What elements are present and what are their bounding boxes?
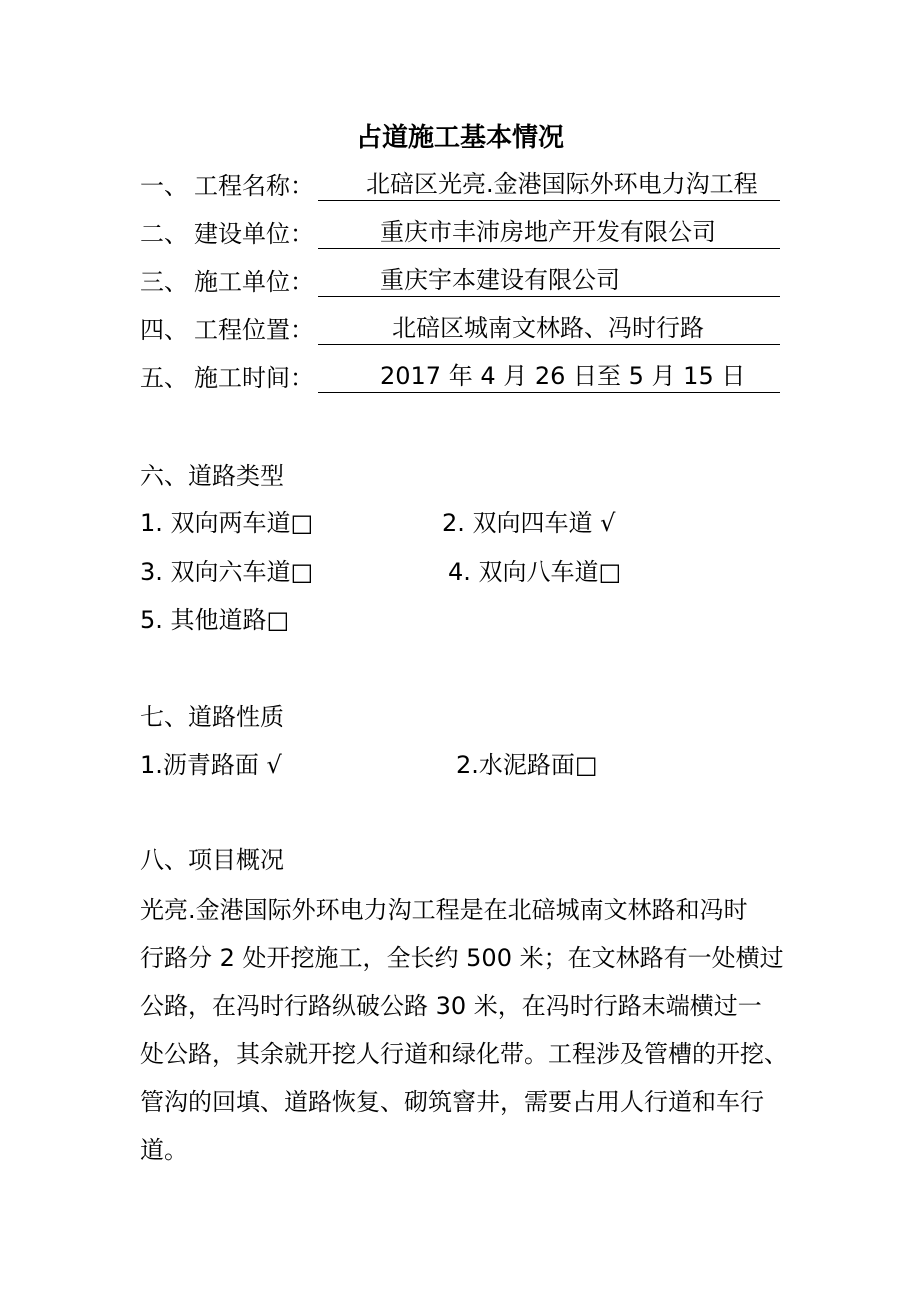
info-label: 建设单位： [194, 220, 314, 248]
paragraph-line: 道。 [140, 1136, 188, 1164]
road-type-option: 5. 其他道路□ [140, 606, 290, 634]
info-row-schedule [0, 358, 920, 398]
section-heading-road-nature: 七、道路性质 [140, 703, 284, 731]
info-label: 施工时间： [194, 364, 314, 392]
info-number: 五、 [140, 364, 188, 392]
section-heading-overview: 八、项目概况 [140, 846, 284, 874]
info-value-field [318, 166, 780, 201]
info-value-text: 重庆市丰沛房地产开发有限公司 [380, 218, 716, 246]
paragraph-line: 处公路，其余就开挖人行道和绿化带。工程涉及管槽的开挖、 [140, 1040, 788, 1068]
paragraph-line: 管沟的回填、道路恢复、砌筑窨井，需要占用人行道和车行 [140, 1088, 764, 1116]
info-label: 工程位置： [194, 316, 314, 344]
info-value-field [318, 262, 780, 297]
overview-paragraph [140, 886, 790, 1174]
info-row-developer [0, 214, 920, 254]
section-heading-road-type: 六、道路类型 [140, 462, 284, 490]
info-number: 二、 [140, 220, 188, 248]
info-row-project-name [0, 166, 920, 206]
road-type-option: 3. 双向六车道□ [140, 558, 314, 586]
page-title: 占道施工基本情况 [355, 123, 564, 153]
info-value-text: 2017 年 4 月 26 日至 5 月 15 日 [380, 362, 746, 390]
info-value-text: 重庆宇本建设有限公司 [380, 266, 620, 294]
road-type-option: 2. 双向四车道 √ [442, 509, 616, 537]
info-label: 工程名称： [194, 172, 314, 200]
info-value-field [318, 214, 780, 249]
info-value-field [318, 310, 780, 345]
road-type-option: 4. 双向八车道□ [448, 558, 622, 586]
road-nature-option: 2.水泥路面□ [456, 751, 598, 779]
info-value-text: 北碚区城南文林路、冯时行路 [392, 314, 704, 342]
info-value-field [318, 358, 780, 393]
road-nature-option: 1.沥青路面 √ [140, 751, 282, 779]
info-row-location [0, 310, 920, 350]
info-row-contractor [0, 262, 920, 302]
paragraph-line: 光亮.金港国际外环电力沟工程是在北碚城南文林路和冯时 [140, 896, 748, 924]
info-number: 一、 [140, 172, 188, 200]
info-value-text: 北碚区光亮.金港国际外环电力沟工程 [366, 170, 758, 198]
info-number: 四、 [140, 316, 188, 344]
paragraph-line: 行路分 2 处开挖施工，全长约 500 米；在文林路有一处横过 [140, 944, 784, 972]
road-type-option: 1. 双向两车道□ [140, 509, 314, 537]
paragraph-line: 公路，在冯时行路纵破公路 30 米，在冯时行路末端横过一 [140, 992, 762, 1020]
info-number: 三、 [140, 268, 188, 296]
info-label: 施工单位： [194, 268, 314, 296]
